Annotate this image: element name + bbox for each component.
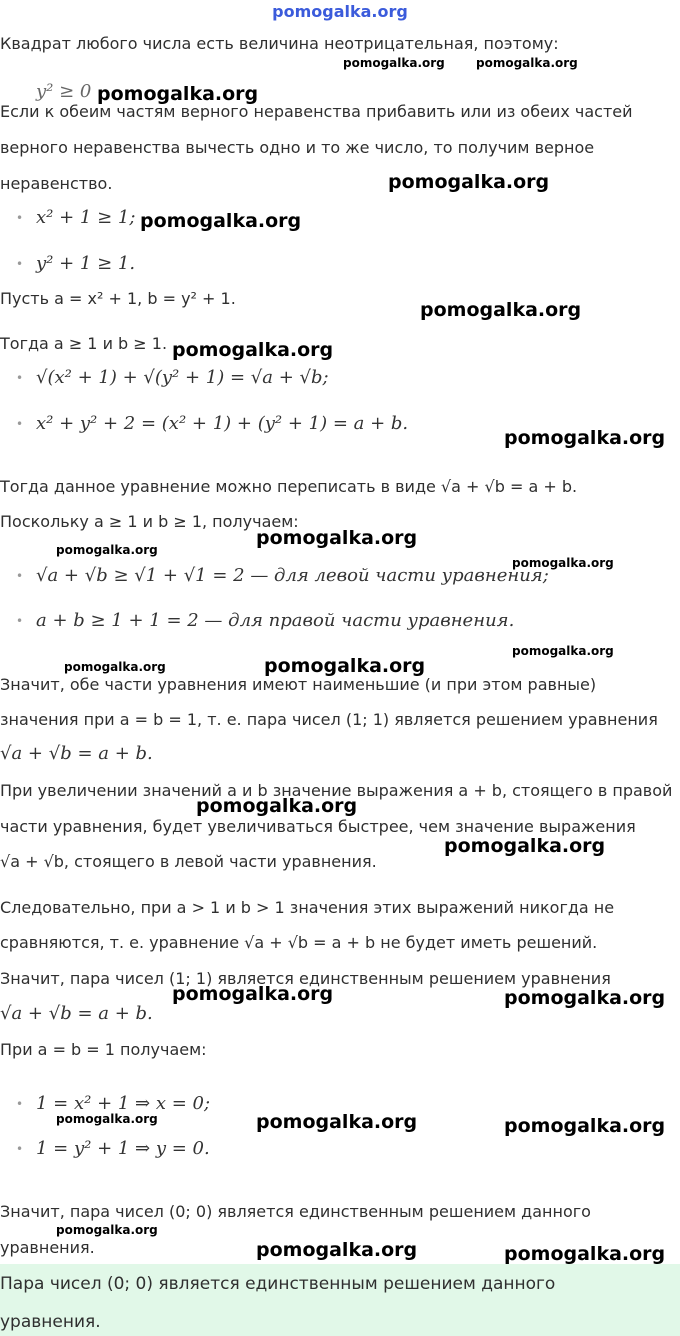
text-line: Если к обеим частям верного неравенства прибавить или из обеих частей: [0, 102, 633, 121]
text-line: уравнения.: [0, 1238, 95, 1257]
text-line: При увеличении значений a и b значение выражения a + b, стоящего в правой: [0, 781, 673, 800]
watermark: pomogalka.org: [196, 795, 358, 817]
bullet-dot: •: [16, 1142, 24, 1156]
watermark: pomogalka.org: [56, 1112, 158, 1126]
text-line: Квадрат любого числа есть величина неотрицательная, поэтому:: [0, 34, 559, 53]
watermark: pomogalka.org: [504, 987, 666, 1009]
text-line: Тогда a ≥ 1 и b ≥ 1.: [0, 334, 168, 353]
watermark: pomogalka.org: [172, 339, 334, 361]
bullet-dot: •: [16, 257, 24, 271]
text-line: Поскольку a ≥ 1 и b ≥ 1, получаем:: [0, 512, 299, 531]
watermark: pomogalka.org: [172, 983, 334, 1005]
watermark: pomogalka.org: [97, 83, 259, 105]
formula-bullet: y² + 1 ≥ 1.: [36, 253, 136, 274]
formula-bullet: √a + √b ≥ √1 + √1 = 2 — для левой части уравнения;: [36, 565, 549, 586]
bullet-dot: •: [16, 614, 24, 628]
answer-line: уравнения.: [0, 1312, 101, 1332]
text-line: При a = b = 1 получаем:: [0, 1040, 207, 1059]
bullet-dot: •: [16, 569, 24, 583]
watermark: pomogalka.org: [504, 1243, 666, 1265]
bullet-dot: •: [16, 211, 24, 225]
text-line: Тогда данное уравнение можно переписать в виде √a + √b = a + b.: [0, 477, 578, 496]
bullet-dot: •: [16, 1097, 24, 1111]
watermark: pomogalka.org: [64, 660, 166, 674]
text-line: √a + √b, стоящего в левой части уравнения.: [0, 852, 377, 871]
text-line: Пусть a = x² + 1, b = y² + 1.: [0, 289, 236, 308]
formula-line: √a + √b = a + b.: [0, 743, 153, 764]
watermark: pomogalka.org: [256, 1239, 418, 1261]
watermark: pomogalka.org: [504, 1115, 666, 1137]
text-line: Следовательно, при a > 1 и b > 1 значения этих выражений никогда не: [0, 898, 615, 917]
watermark: pomogalka.org: [420, 299, 582, 321]
text-line: Значит, обе части уравнения имеют наименьшие (и при этом равные): [0, 675, 597, 694]
bullet-dot: •: [16, 417, 24, 431]
formula-bullet: 1 = y² + 1 ⇒ y = 0.: [36, 1138, 210, 1159]
text-line: верного неравенства вычесть одно и то же число, то получим верное: [0, 138, 595, 157]
answer-box: [0, 1264, 680, 1336]
watermark: pomogalka.org: [444, 835, 606, 857]
formula-bullet: 1 = x² + 1 ⇒ x = 0;: [36, 1093, 211, 1114]
formula-bullet: x² + 1 ≥ 1;: [36, 207, 136, 228]
text-line: части уравнения, будет увеличиваться быстрее, чем значение выражения: [0, 817, 636, 836]
bullet-dot: •: [16, 371, 24, 385]
watermark: pomogalka.org: [343, 56, 445, 70]
text-line: значения при a = b = 1, т. е. пара чисел (1; 1) является решением уравнения: [0, 710, 658, 729]
watermark: pomogalka.org: [512, 556, 614, 570]
formula-bullet: x² + y² + 2 = (x² + 1) + (y² + 1) = a + b.: [36, 413, 409, 434]
answer-line: Пара чисел (0; 0) является единственным решением данного: [0, 1274, 556, 1294]
text-line: Значит, пара чисел (1; 1) является единственным решением уравнения: [0, 969, 611, 988]
watermark-top: pomogalka.org: [272, 2, 408, 21]
formula-bullet: a + b ≥ 1 + 1 = 2 — для правой части уравнения.: [36, 610, 515, 631]
watermark: pomogalka.org: [264, 655, 426, 677]
text-line: неравенство.: [0, 174, 113, 193]
text-line: Значит, пара чисел (0; 0) является единственным решением данного: [0, 1202, 591, 1221]
watermark: pomogalka.org: [476, 56, 578, 70]
watermark: pomogalka.org: [256, 527, 418, 549]
watermark: pomogalka.org: [388, 171, 550, 193]
watermark: pomogalka.org: [140, 210, 302, 232]
watermark: pomogalka.org: [512, 644, 614, 658]
watermark: pomogalka.org: [56, 543, 158, 557]
formula-line: √a + √b = a + b.: [0, 1003, 153, 1024]
watermark: pomogalka.org: [504, 427, 666, 449]
formula-line: y² ≥ 0: [36, 81, 92, 102]
watermark: pomogalka.org: [256, 1111, 418, 1133]
text-line: сравняются, т. е. уравнение √a + √b = a + b не будет иметь решений.: [0, 933, 598, 952]
watermark: pomogalka.org: [56, 1223, 158, 1237]
formula-bullet: √(x² + 1) + √(y² + 1) = √a + √b;: [36, 367, 329, 388]
